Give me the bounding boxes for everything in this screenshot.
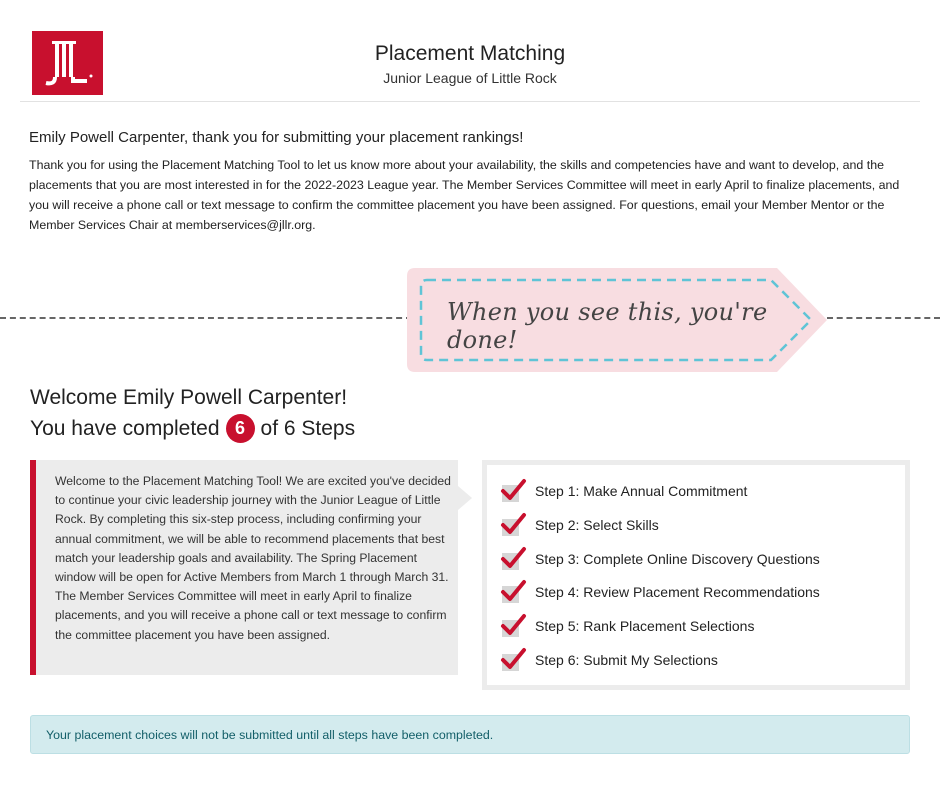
- confirmation-body: Thank you for using the Placement Matching Tool to let us know more about your availability, the skills and competencies have and want to develop, and the placements that you are most interested in for the 2022-2023 League year. The Member Services Committee will meet in early April to finalize placements, and you will receive a phone call or text message to confirm the committee placement you have been assigned. For questions, email your Member Mentor or the Member Services Chair at memberservices@jllr.org.: [29, 158, 900, 232]
- checked-box-icon: [499, 477, 527, 505]
- done-banner: [407, 268, 831, 372]
- step-label: Step 2: Select Skills: [535, 517, 659, 533]
- step-item-5[interactable]: [499, 612, 754, 640]
- checked-box-icon: [499, 578, 527, 606]
- progress-suffix: of 6 Steps: [260, 416, 356, 440]
- confirmation-heading: Emily Powell Carpenter, thank you for submitting your placement rankings!: [29, 129, 524, 146]
- step-label: Step 5: Rank Placement Selections: [535, 618, 755, 634]
- notice-text: Your placement choices will not be submitted until all steps have been completed.: [46, 728, 494, 742]
- done-banner-text: When you see this, you're done!: [447, 298, 768, 354]
- progress-heading: [30, 414, 355, 443]
- completed-count-badge: 6: [226, 414, 255, 443]
- step-item-2[interactable]: [499, 511, 659, 539]
- checked-box-icon: [499, 646, 527, 674]
- step-label: Step 4: Review Placement Recommendations: [535, 584, 820, 600]
- step-label: Step 3: Complete Online Discovery Questions: [535, 551, 820, 567]
- intro-panel: [30, 460, 458, 675]
- intro-pointer: [458, 486, 472, 510]
- step-item-1[interactable]: [499, 477, 747, 505]
- step-label: Step 6: Submit My Selections: [535, 652, 718, 668]
- page-title: Placement Matching: [374, 42, 566, 65]
- step-item-3[interactable]: [499, 545, 820, 573]
- dashed-divider-right: [827, 317, 940, 319]
- progress-prefix: You have completed: [30, 416, 220, 440]
- step-item-4[interactable]: [499, 578, 820, 606]
- checked-box-icon: [499, 612, 527, 640]
- step-item-6[interactable]: [499, 646, 718, 674]
- welcome-heading: Welcome Emily Powell Carpenter!: [30, 386, 348, 409]
- step-label: Step 1: Make Annual Commitment: [535, 483, 748, 499]
- header-divider: [20, 101, 920, 102]
- steps-panel: [482, 460, 910, 690]
- submission-notice: [30, 715, 910, 754]
- checked-box-icon: [499, 511, 527, 539]
- page-subtitle: Junior League of Little Rock: [383, 70, 557, 86]
- intro-text: Welcome to the Placement Matching Tool! We are excited you've decided to continue your civic leadership journey with the Junior League of Little Rock. By completing this six-step process, including confirming your annual commitment, we will be able to recommend placements that best match your leadership goals and availability. The Spring Placement window will be open for Active Members from March 1 through March 31. The Member Services Committee will meet in early April to finalize placements, and you will receive a phone call or text message to confirm the committee placement you have been assigned.: [55, 474, 451, 642]
- checked-box-icon: [499, 545, 527, 573]
- dashed-divider-left: [0, 317, 412, 319]
